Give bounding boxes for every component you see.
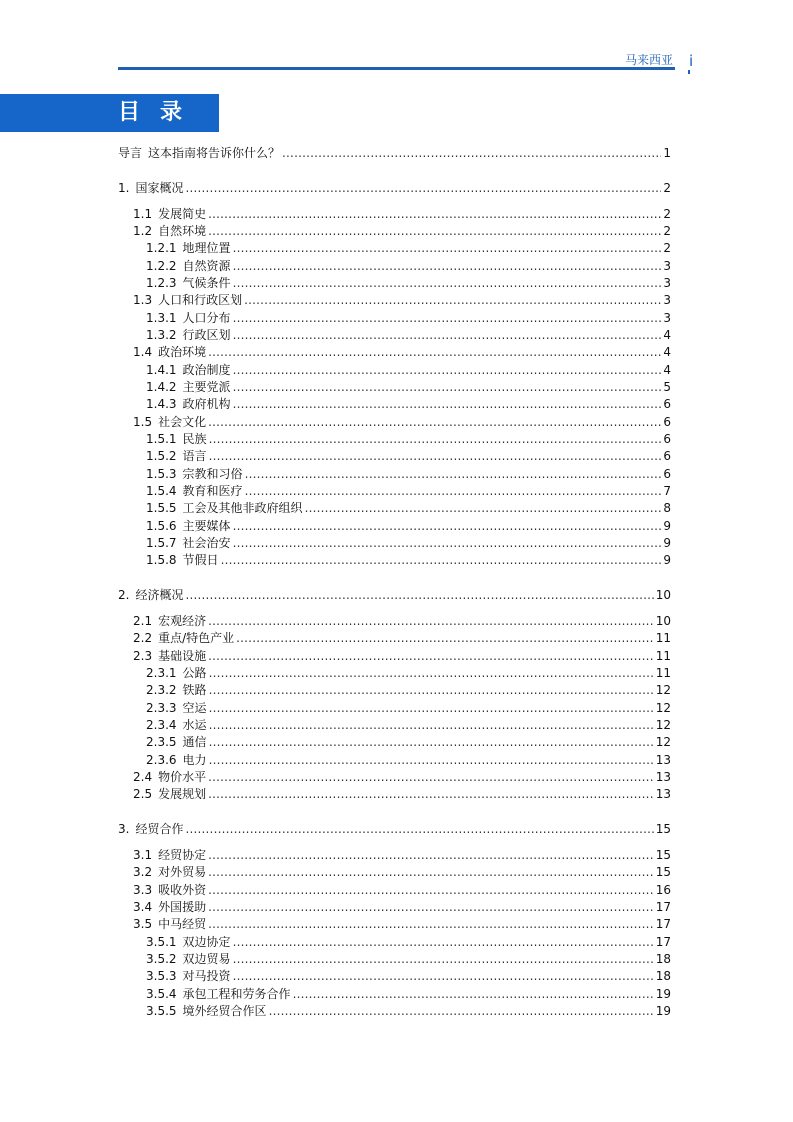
toc-entry-page: 18 <box>655 969 671 984</box>
toc-dot-leader <box>245 466 661 483</box>
toc-dot-leader <box>185 180 661 197</box>
toc-entry-number: 3.5.1 <box>146 934 177 949</box>
toc-entry-number: 3.5.2 <box>146 951 177 966</box>
toc-entry-page: 18 <box>655 951 671 966</box>
toc-entry[interactable] <box>118 717 671 734</box>
toc-entry[interactable] <box>118 968 671 985</box>
toc-dot-leader <box>208 206 661 223</box>
toc-entry-number: 1.4 <box>133 345 153 360</box>
toc-entry-page: 19 <box>655 1004 671 1018</box>
toc-entry-number: 3.5.3 <box>146 969 177 984</box>
toc-entry-page: 11 <box>655 665 671 680</box>
toc-entry-page: 8 <box>663 501 671 516</box>
toc-entry-title: 行政区划 <box>182 327 231 342</box>
toc-dot-leader <box>208 648 654 665</box>
toc-entry[interactable] <box>118 292 671 309</box>
toc-entry-page: 15 <box>655 847 671 862</box>
toc-entry-title: 吸收外资 <box>158 882 207 897</box>
toc-entry-title: 主要党派 <box>182 379 231 394</box>
toc-entry[interactable] <box>118 223 671 240</box>
toc-entry-page: 10 <box>655 588 671 603</box>
toc-entry-page: 3 <box>663 310 671 325</box>
toc-entry[interactable] <box>118 847 671 864</box>
toc-entry-title: 语言 <box>182 449 207 464</box>
toc-entry-number: 3.5.5 <box>146 1004 177 1018</box>
toc-entry-title: 双边协定 <box>182 934 231 949</box>
toc-entry-number: 2.3.1 <box>146 665 177 680</box>
toc-entry-title: 通信 <box>182 735 207 750</box>
toc-entry-title: 政治环境 <box>158 345 207 360</box>
toc-entry-number: 2.2 <box>133 631 153 646</box>
toc-dot-leader <box>209 752 654 769</box>
toc-entry-number: 2.5 <box>133 787 153 802</box>
toc-entry-number: 2. <box>118 588 130 603</box>
toc-dot-leader <box>233 327 661 344</box>
toc-entry-page: 3 <box>663 275 671 290</box>
toc-entry-number: 2.3.4 <box>146 718 177 732</box>
toc-entry-title: 物价水平 <box>158 770 207 785</box>
toc-entry-number: 1.3.1 <box>146 310 177 325</box>
toc-entry[interactable] <box>118 587 671 604</box>
toc-entry[interactable] <box>118 500 671 517</box>
toc-entry-title: 人口和行政区划 <box>158 293 243 308</box>
toc-dot-leader <box>209 700 654 717</box>
toc-entry-number: 3.3 <box>133 882 153 897</box>
toc-entry[interactable] <box>118 344 671 361</box>
toc-entry-page: 9 <box>663 553 671 568</box>
toc-entry-number: 2.3.3 <box>146 700 177 715</box>
toc-dot-leader <box>208 223 661 240</box>
toc-entry-number: 3.2 <box>133 865 153 880</box>
toc-entry[interactable] <box>118 769 671 786</box>
toc-entry-page: 12 <box>655 735 671 750</box>
toc-entry-page: 7 <box>663 484 671 499</box>
header-rule <box>118 67 675 70</box>
toc-entry[interactable] <box>118 258 671 275</box>
toc-entry-number: 1.5 <box>133 414 153 429</box>
toc-entry-page: 16 <box>655 882 671 897</box>
toc-entry-page: 2 <box>663 180 671 195</box>
toc-dot-leader <box>305 500 661 517</box>
toc-entry-number: 2.3.6 <box>146 752 177 767</box>
toc-entry-number: 3.1 <box>133 847 153 862</box>
toc-entry-title: 外国援助 <box>158 899 207 914</box>
toc-entry[interactable] <box>118 145 671 162</box>
toc-dot-leader <box>233 275 661 292</box>
toc-entry-number: 1.1 <box>133 206 153 221</box>
toc-dot-leader <box>208 847 654 864</box>
toc-entry-number: 2.1 <box>133 613 153 628</box>
toc-entry-page: 13 <box>655 787 671 802</box>
toc-entry-title: 地理位置 <box>182 241 231 256</box>
toc-entry-page: 17 <box>655 934 671 949</box>
toc-entry[interactable] <box>118 552 671 569</box>
toc-dot-leader <box>209 682 654 699</box>
toc-entry[interactable] <box>118 518 671 535</box>
toc-dot-leader <box>208 882 654 899</box>
toc-entry-title: 教育和医疗 <box>182 484 243 499</box>
toc-dot-leader <box>185 587 653 604</box>
toc-dot-leader <box>233 258 661 275</box>
toc-entry-title: 双边贸易 <box>182 951 231 966</box>
toc-entry-number: 1.4.2 <box>146 379 177 394</box>
toc-dot-leader <box>208 769 654 786</box>
toc-entry-number: 3.5 <box>133 917 153 932</box>
toc-dot-leader <box>209 448 661 465</box>
toc-entry-page: 2 <box>663 223 671 238</box>
toc-entry[interactable] <box>118 613 671 630</box>
toc-entry-number: 1.5.1 <box>146 432 177 446</box>
toc-dot-leader <box>185 821 653 838</box>
toc-entry-page: 15 <box>655 865 671 880</box>
toc-entry[interactable] <box>118 362 671 379</box>
toc-entry-title: 对外贸易 <box>158 865 207 880</box>
toc-entry-page: 9 <box>663 518 671 533</box>
toc-entry[interactable] <box>118 899 671 916</box>
toc-entry-title: 这本指南将告诉你什么？ <box>148 146 281 160</box>
toc-entry-title: 自然资源 <box>182 258 231 273</box>
toc-entry-title: 工会及其他非政府组织 <box>182 501 303 516</box>
toc-entry[interactable] <box>118 327 671 344</box>
toc-entry-number: 2.3 <box>133 648 153 663</box>
toc-dot-leader <box>208 414 661 431</box>
toc-dot-leader <box>269 1003 654 1020</box>
toc-entry-title: 电力 <box>182 752 207 767</box>
toc-entry-title: 节假日 <box>182 553 219 568</box>
toc-dot-leader <box>208 786 654 803</box>
toc-entry-number: 1.5.4 <box>146 484 177 499</box>
toc-entry[interactable] <box>118 483 671 500</box>
toc-spacer <box>118 804 671 821</box>
toc-entry-title: 国家概况 <box>135 180 184 195</box>
toc-entry-title: 民族 <box>182 432 207 446</box>
toc-dot-leader <box>208 864 654 881</box>
toc-dot-leader <box>293 986 654 1003</box>
toc-entry-title: 经贸合作 <box>135 822 184 837</box>
toc-entry-page: 3 <box>663 258 671 273</box>
toc-dot-leader <box>233 379 661 396</box>
toc-entry-page: 11 <box>655 631 671 646</box>
toc-dot-leader <box>233 934 654 951</box>
toc-spacer <box>118 838 671 847</box>
toc-entry-page: 6 <box>663 466 671 481</box>
toc-entry-number: 1.5.6 <box>146 518 177 533</box>
toc-entry-title: 境外经贸合作区 <box>182 1004 267 1018</box>
toc-entry-page: 15 <box>655 822 671 837</box>
toc-entry[interactable] <box>118 630 671 647</box>
toc-entry-page: 4 <box>663 345 671 360</box>
toc-entry[interactable] <box>118 414 671 431</box>
toc-entry-number: 1.2.3 <box>146 275 177 290</box>
toc-entry[interactable] <box>118 379 671 396</box>
toc-entry-title: 社会文化 <box>158 414 207 429</box>
toc-entry[interactable] <box>118 448 671 465</box>
toc-entry-page: 6 <box>663 449 671 464</box>
toc-spacer <box>118 197 671 206</box>
toc-dot-leader <box>233 518 661 535</box>
toc-entry-page: 2 <box>663 206 671 221</box>
toc-entry-number: 1.3.2 <box>146 327 177 342</box>
toc-entry-title: 人口分布 <box>182 310 231 325</box>
toc-entry-title: 公路 <box>182 665 207 680</box>
toc-entry-page: 4 <box>663 362 671 377</box>
toc-dot-leader <box>209 431 661 448</box>
toc-entry-number: 1.2 <box>133 223 153 238</box>
toc-spacer <box>118 604 671 613</box>
toc-entry-title: 对马投资 <box>182 969 231 984</box>
toc-entry[interactable] <box>118 986 671 1003</box>
toc-entry-title: 基础设施 <box>158 648 207 663</box>
toc-entry[interactable] <box>118 180 671 197</box>
toc-dot-leader <box>209 717 654 734</box>
toc-entry-page: 12 <box>655 683 671 698</box>
toc-entry-title: 经济概况 <box>135 588 184 603</box>
toc-entry-page: 10 <box>655 613 671 628</box>
toc-dot-leader <box>233 535 661 552</box>
toc-entry-title: 政府机构 <box>182 397 231 412</box>
toc-entry[interactable] <box>118 206 671 223</box>
toc-entry-title: 承包工程和劳务合作 <box>182 986 291 1001</box>
toc-dot-leader <box>233 310 661 327</box>
toc-entry-title: 政治制度 <box>182 362 231 377</box>
toc-entry-title: 宗教和习俗 <box>182 466 243 481</box>
toc-entry[interactable] <box>118 882 671 899</box>
toc-entry-page: 5 <box>663 379 671 394</box>
toc-entry-title: 水运 <box>182 718 207 732</box>
toc-entry[interactable] <box>118 396 671 413</box>
toc-entry-title: 社会治安 <box>182 536 231 551</box>
toc-entry-number: 3.4 <box>133 899 153 914</box>
toc-entry-page: 13 <box>655 770 671 785</box>
toc-dot-leader <box>244 292 661 309</box>
toc-entry-number: 1.2.1 <box>146 241 177 256</box>
toc-entry[interactable] <box>118 864 671 881</box>
toc-dot-leader <box>208 916 654 933</box>
toc-entry-number: 1.4.1 <box>146 362 177 377</box>
toc-dot-leader <box>208 344 661 361</box>
toc-entry-title: 发展简史 <box>158 206 207 221</box>
toc-entry-page: 6 <box>663 414 671 429</box>
toc-title-banner <box>0 94 219 132</box>
toc-entry[interactable] <box>118 240 671 257</box>
toc-entry-page: 12 <box>655 718 671 732</box>
toc-entry-page: 17 <box>655 917 671 932</box>
toc-dot-leader <box>208 899 654 916</box>
toc-entry-page: 1 <box>663 146 671 160</box>
toc-entry-number: 3. <box>118 822 130 837</box>
toc-entry[interactable] <box>118 310 671 327</box>
toc-entry-number: 1.5.5 <box>146 501 177 516</box>
toc-entry[interactable] <box>118 934 671 951</box>
toc-entry-page: 3 <box>663 293 671 308</box>
toc-entry[interactable] <box>118 734 671 751</box>
toc-entry-title: 经贸协定 <box>158 847 207 862</box>
toc-dot-leader <box>233 362 661 379</box>
toc-entry-number: 1.4.3 <box>146 397 177 412</box>
toc-entry[interactable] <box>118 700 671 717</box>
toc-entry-number: 1. <box>118 180 130 195</box>
toc-entry-title: 铁路 <box>182 683 207 698</box>
toc-entry-title: 气候条件 <box>182 275 231 290</box>
toc-entry-number: 3.5.4 <box>146 986 177 1001</box>
toc-entry-title: 空运 <box>182 700 207 715</box>
toc-entry[interactable] <box>118 752 671 769</box>
toc-entry-number: 1.5.2 <box>146 449 177 464</box>
toc-entry-title: 重点/特色产业 <box>158 631 235 646</box>
toc-entry-page: 13 <box>655 752 671 767</box>
toc-entry[interactable] <box>118 1003 671 1020</box>
toc-entry[interactable] <box>118 916 671 933</box>
toc-entry-number: 2.4 <box>133 770 153 785</box>
header-rule-tick <box>688 70 690 74</box>
toc-entry-page: 12 <box>655 700 671 715</box>
toc-dot-leader <box>209 665 654 682</box>
toc-dot-leader <box>233 968 654 985</box>
table-of-contents <box>118 145 671 1020</box>
toc-entry[interactable] <box>118 275 671 292</box>
toc-dot-leader <box>282 145 661 162</box>
toc-dot-leader <box>245 483 661 500</box>
toc-entry-page: 4 <box>663 327 671 342</box>
toc-entry-number: 2.3.2 <box>146 683 177 698</box>
toc-entry-title: 自然环境 <box>158 223 207 238</box>
toc-dot-leader <box>233 240 661 257</box>
toc-entry-title: 发展规划 <box>158 787 207 802</box>
toc-entry-page: 9 <box>663 536 671 551</box>
toc-entry-number: 1.3 <box>133 293 153 308</box>
toc-entry[interactable] <box>118 682 671 699</box>
toc-entry[interactable] <box>118 431 671 448</box>
toc-dot-leader <box>221 552 661 569</box>
toc-entry[interactable] <box>118 648 671 665</box>
toc-dot-leader <box>233 396 661 413</box>
toc-entry-number: 2.3.5 <box>146 735 177 750</box>
toc-spacer <box>118 162 671 179</box>
toc-entry-number: 导言 <box>118 146 143 160</box>
toc-entry-page: 17 <box>655 899 671 914</box>
toc-entry-title: 中马经贸 <box>158 917 207 932</box>
toc-entry[interactable] <box>118 821 671 838</box>
toc-entry[interactable] <box>118 665 671 682</box>
toc-dot-leader <box>233 951 654 968</box>
page-number: i <box>689 52 694 70</box>
toc-entry[interactable] <box>118 535 671 552</box>
toc-spacer <box>118 570 671 587</box>
toc-title: 目录 <box>118 100 203 125</box>
toc-entry[interactable] <box>118 951 671 968</box>
toc-entry-title: 宏观经济 <box>158 613 207 628</box>
toc-entry-number: 1.5.8 <box>146 553 177 568</box>
toc-dot-leader <box>236 630 654 647</box>
toc-entry-number: 1.5.7 <box>146 536 177 551</box>
toc-dot-leader <box>209 734 654 751</box>
toc-entry-title: 主要媒体 <box>182 518 231 533</box>
toc-entry-number: 1.2.2 <box>146 258 177 273</box>
toc-entry-page: 11 <box>655 648 671 663</box>
toc-entry[interactable] <box>118 786 671 803</box>
toc-entry-page: 6 <box>663 432 671 446</box>
toc-entry-number: 1.5.3 <box>146 466 177 481</box>
toc-entry-page: 2 <box>663 241 671 256</box>
toc-dot-leader <box>208 613 654 630</box>
running-header-country: 马来西亚 <box>624 53 673 67</box>
toc-entry[interactable] <box>118 466 671 483</box>
toc-entry-page: 6 <box>663 397 671 412</box>
toc-entry-page: 19 <box>655 986 671 1001</box>
